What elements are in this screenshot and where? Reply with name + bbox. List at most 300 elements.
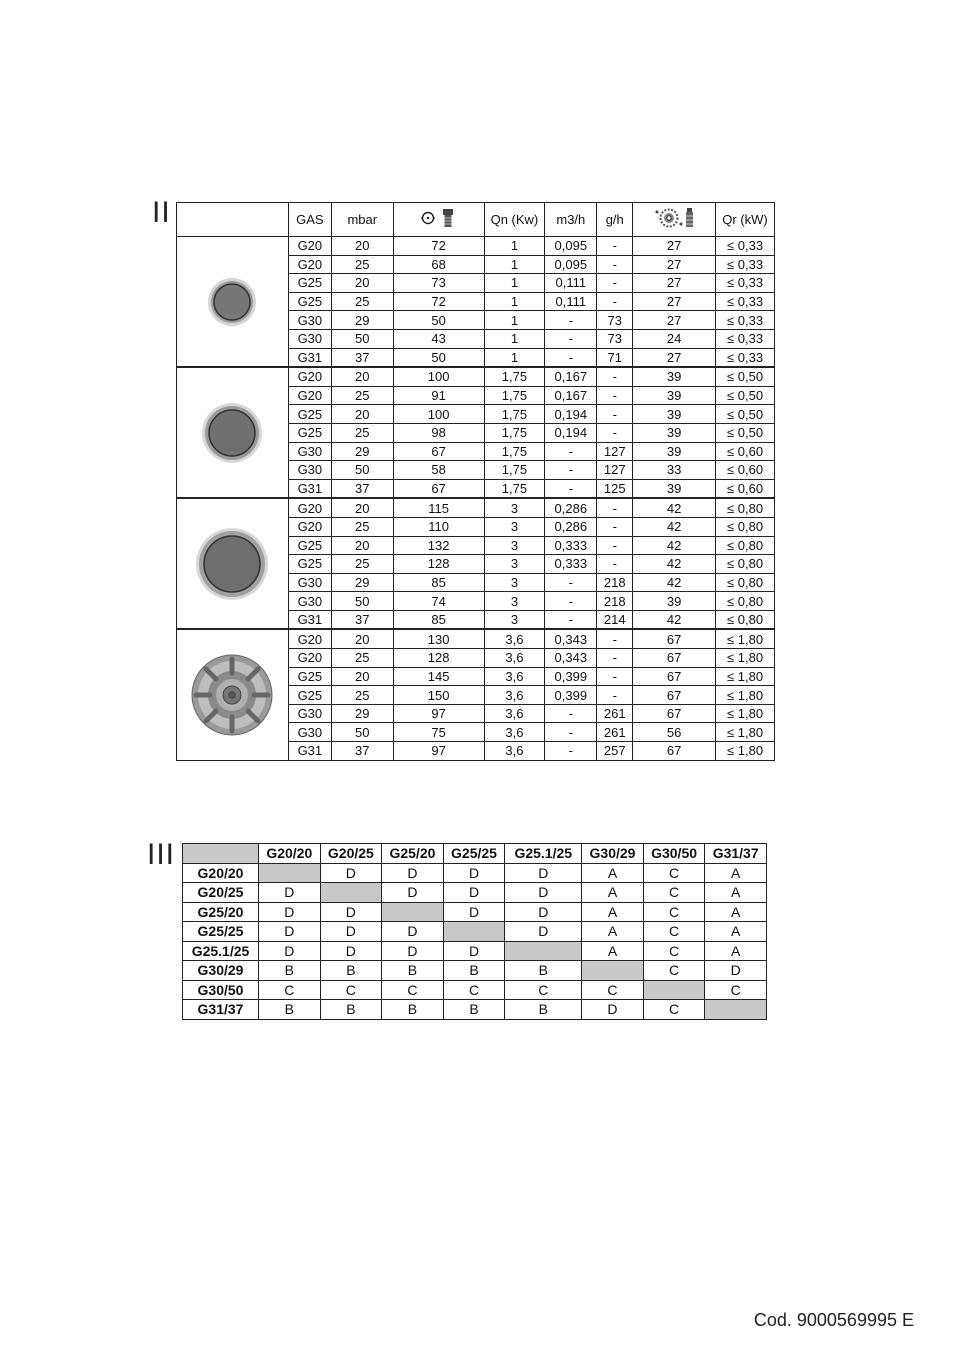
- conversion-cell: B: [505, 1000, 582, 1020]
- cell-qn: 1,75: [484, 461, 545, 480]
- cell-bypass: 27: [633, 348, 716, 367]
- cell-qr: ≤ 1,80: [716, 629, 775, 648]
- cell-injector: 68: [393, 255, 484, 274]
- cell-bypass: 39: [633, 423, 716, 442]
- burner-image-cell: [177, 498, 289, 629]
- cell-qn: 1,75: [484, 405, 545, 424]
- conversion-body: [183, 863, 767, 1019]
- cell-mbar: 25: [331, 292, 393, 311]
- cell-bypass: 39: [633, 479, 716, 498]
- cell-gas: G30: [288, 573, 331, 592]
- cell-gh: 73: [597, 311, 633, 330]
- cell-bypass: 39: [633, 367, 716, 386]
- cell-mbar: 25: [331, 386, 393, 405]
- cell-qr: ≤ 0,80: [716, 517, 775, 536]
- conversion-cell: C: [443, 980, 505, 1000]
- table-row: [183, 980, 767, 1000]
- corner-cell: [183, 844, 259, 864]
- conversion-cell: B: [505, 961, 582, 981]
- conversion-cell: C: [643, 961, 705, 981]
- cell-m3h: 0,095: [545, 255, 597, 274]
- cell-injector: 85: [393, 573, 484, 592]
- cell-qr: ≤ 0,60: [716, 442, 775, 461]
- cell-m3h: 0,343: [545, 629, 597, 648]
- cell-gas: G20: [288, 255, 331, 274]
- cell-m3h: -: [545, 723, 597, 742]
- conversion-cell: C: [643, 941, 705, 961]
- cell-bypass: 39: [633, 592, 716, 611]
- conversion-cell: B: [320, 961, 382, 981]
- conversion-cell: D: [382, 941, 444, 961]
- cell-bypass: 67: [633, 629, 716, 648]
- cell-qn: 1,75: [484, 386, 545, 405]
- cell-gh: 125: [597, 479, 633, 498]
- cell-gas: G20: [288, 367, 331, 386]
- cell-gas: G30: [288, 723, 331, 742]
- cell-bypass: 24: [633, 329, 716, 348]
- cell-mbar: 50: [331, 723, 393, 742]
- conversion-cell: A: [705, 922, 767, 942]
- cell-injector: 100: [393, 367, 484, 386]
- cell-gh: 71: [597, 348, 633, 367]
- cell-m3h: 0,286: [545, 498, 597, 517]
- cell-qr: ≤ 1,80: [716, 742, 775, 761]
- cell-qr: ≤ 0,80: [716, 555, 775, 574]
- cell-mbar: 20: [331, 367, 393, 386]
- cell-injector: 75: [393, 723, 484, 742]
- bypass-screw-icon: [651, 206, 697, 230]
- cell-bypass: 42: [633, 498, 716, 517]
- section-ii-label: II: [152, 196, 171, 229]
- cell-mbar: 20: [331, 667, 393, 686]
- cell-mbar: 29: [331, 311, 393, 330]
- large-burner-icon: [177, 526, 288, 602]
- conversion-cell: A: [705, 941, 767, 961]
- cell-qn: 3: [484, 592, 545, 611]
- cell-bypass: 27: [633, 237, 716, 256]
- conversion-cell: B: [443, 1000, 505, 1020]
- row-header: G25/20: [183, 902, 259, 922]
- burner-specs-table: [176, 202, 775, 761]
- conversion-cell: D: [505, 863, 582, 883]
- cell-qn: 1,75: [484, 442, 545, 461]
- cell-bypass: 33: [633, 461, 716, 480]
- small-burner-icon: [177, 276, 288, 328]
- cell-gh: -: [597, 498, 633, 517]
- cell-m3h: -: [545, 442, 597, 461]
- conversion-cell: D: [320, 902, 382, 922]
- cell-gas: G25: [288, 555, 331, 574]
- column-header: G30/29: [582, 844, 644, 864]
- row-header: G31/37: [183, 1000, 259, 1020]
- cell-gas: G31: [288, 479, 331, 498]
- cell-qn: 1: [484, 329, 545, 348]
- cell-bypass: 56: [633, 723, 716, 742]
- conversion-cell: C: [505, 980, 582, 1000]
- cell-qn: 1: [484, 274, 545, 293]
- cell-qn: 1: [484, 348, 545, 367]
- conversion-cell: D: [443, 883, 505, 903]
- cell-qr: ≤ 0,80: [716, 592, 775, 611]
- cell-mbar: 20: [331, 629, 393, 648]
- conversion-cell: [505, 941, 582, 961]
- cell-gh: -: [597, 667, 633, 686]
- cell-qn: 1,75: [484, 423, 545, 442]
- header-gh: g/h: [597, 203, 633, 237]
- cell-qr: ≤ 0,33: [716, 311, 775, 330]
- cell-qn: 3: [484, 517, 545, 536]
- cell-qr: ≤ 0,80: [716, 498, 775, 517]
- header-qr: Qr (kW): [716, 203, 775, 237]
- cell-gas: G30: [288, 704, 331, 723]
- table-row: [177, 367, 775, 386]
- cell-mbar: 29: [331, 704, 393, 723]
- row-header: G30/29: [183, 961, 259, 981]
- table-row: [183, 922, 767, 942]
- cell-gh: -: [597, 237, 633, 256]
- conversion-cell: D: [320, 863, 382, 883]
- cell-qr: ≤ 0,33: [716, 329, 775, 348]
- cell-gas: G25: [288, 667, 331, 686]
- conversion-cell: A: [582, 941, 644, 961]
- cell-m3h: 0,111: [545, 292, 597, 311]
- cell-m3h: -: [545, 348, 597, 367]
- cell-mbar: 29: [331, 573, 393, 592]
- cell-m3h: -: [545, 329, 597, 348]
- cell-injector: 97: [393, 704, 484, 723]
- cell-injector: 150: [393, 686, 484, 705]
- cell-bypass: 39: [633, 405, 716, 424]
- row-header: G20/20: [183, 863, 259, 883]
- column-header: G30/50: [643, 844, 705, 864]
- cell-injector: 130: [393, 629, 484, 648]
- cell-injector: 72: [393, 292, 484, 311]
- cell-qn: 1,75: [484, 479, 545, 498]
- conversion-cell: D: [259, 902, 321, 922]
- cell-qn: 3,6: [484, 742, 545, 761]
- cell-m3h: 0,399: [545, 667, 597, 686]
- conversion-cell: [705, 1000, 767, 1020]
- column-header: G25/25: [443, 844, 505, 864]
- cell-injector: 145: [393, 667, 484, 686]
- cell-mbar: 25: [331, 555, 393, 574]
- cell-gh: -: [597, 517, 633, 536]
- cell-qn: 3: [484, 573, 545, 592]
- conversion-cell: [320, 883, 382, 903]
- cell-gas: G31: [288, 348, 331, 367]
- conversion-cell: A: [705, 883, 767, 903]
- conversion-cell: D: [259, 922, 321, 942]
- conversion-cell: A: [582, 883, 644, 903]
- row-header: G30/50: [183, 980, 259, 1000]
- table-row: [183, 902, 767, 922]
- cell-qn: 1: [484, 292, 545, 311]
- cell-bypass: 27: [633, 292, 716, 311]
- cell-mbar: 50: [331, 592, 393, 611]
- cell-gh: -: [597, 649, 633, 668]
- cell-injector: 50: [393, 311, 484, 330]
- cell-bypass: 42: [633, 536, 716, 555]
- cell-m3h: -: [545, 461, 597, 480]
- cell-gh: 218: [597, 573, 633, 592]
- conversion-cell: D: [443, 863, 505, 883]
- header-injector: [393, 203, 484, 237]
- conversion-cell: C: [259, 980, 321, 1000]
- cell-injector: 110: [393, 517, 484, 536]
- conversion-cell: D: [505, 922, 582, 942]
- cell-mbar: 25: [331, 686, 393, 705]
- conversion-cell: [259, 863, 321, 883]
- cell-mbar: 20: [331, 536, 393, 555]
- cell-mbar: 20: [331, 237, 393, 256]
- conversion-cell: B: [382, 1000, 444, 1020]
- row-header: G25.1/25: [183, 941, 259, 961]
- cell-mbar: 25: [331, 649, 393, 668]
- cell-bypass: 42: [633, 573, 716, 592]
- cell-injector: 67: [393, 442, 484, 461]
- cell-mbar: 50: [331, 329, 393, 348]
- conversion-cell: C: [705, 980, 767, 1000]
- cell-qn: 3: [484, 610, 545, 629]
- cell-qr: ≤ 0,33: [716, 292, 775, 311]
- cell-gh: 257: [597, 742, 633, 761]
- cell-qn: 3,6: [484, 686, 545, 705]
- cell-m3h: 0,333: [545, 536, 597, 555]
- cell-bypass: 42: [633, 555, 716, 574]
- cell-injector: 98: [393, 423, 484, 442]
- conversion-cell: [382, 902, 444, 922]
- table-row: [183, 883, 767, 903]
- cell-gh: -: [597, 423, 633, 442]
- cell-gh: -: [597, 255, 633, 274]
- cell-mbar: 37: [331, 610, 393, 629]
- cell-gas: G20: [288, 629, 331, 648]
- conversion-cell: C: [643, 922, 705, 942]
- cell-gas: G30: [288, 461, 331, 480]
- cell-injector: 43: [393, 329, 484, 348]
- cell-m3h: 0,343: [545, 649, 597, 668]
- cell-m3h: -: [545, 742, 597, 761]
- cell-gas: G25: [288, 292, 331, 311]
- injector-icon: [418, 207, 460, 229]
- cell-injector: 132: [393, 536, 484, 555]
- cell-gas: G20: [288, 649, 331, 668]
- cell-qr: ≤ 0,50: [716, 423, 775, 442]
- cell-bypass: 27: [633, 255, 716, 274]
- cell-m3h: -: [545, 610, 597, 629]
- cell-gh: -: [597, 367, 633, 386]
- burner-header-cell: [177, 203, 289, 237]
- burner-specs-body: [177, 237, 775, 761]
- conversion-cell: C: [582, 980, 644, 1000]
- cell-bypass: 27: [633, 311, 716, 330]
- conversion-cell: [582, 961, 644, 981]
- cell-qr: ≤ 0,80: [716, 610, 775, 629]
- cell-bypass: 42: [633, 517, 716, 536]
- cell-qr: ≤ 0,50: [716, 386, 775, 405]
- cell-mbar: 25: [331, 255, 393, 274]
- conversion-cell: B: [443, 961, 505, 981]
- cell-mbar: 25: [331, 423, 393, 442]
- cell-qn: 1,75: [484, 367, 545, 386]
- cell-injector: 85: [393, 610, 484, 629]
- column-header: G20/20: [259, 844, 321, 864]
- cell-qn: 3,6: [484, 704, 545, 723]
- conversion-cell: D: [505, 883, 582, 903]
- conversion-cell: D: [582, 1000, 644, 1020]
- header-m3h: m3/h: [545, 203, 597, 237]
- cell-qr: ≤ 0,50: [716, 405, 775, 424]
- cell-gas: G30: [288, 329, 331, 348]
- cell-qn: 3,6: [484, 723, 545, 742]
- cell-gas: G25: [288, 686, 331, 705]
- cell-qn: 3: [484, 555, 545, 574]
- cell-qr: ≤ 0,33: [716, 255, 775, 274]
- cell-gh: -: [597, 555, 633, 574]
- conversion-cell: D: [443, 902, 505, 922]
- conversion-cell: A: [705, 863, 767, 883]
- medium-burner-icon: [177, 401, 288, 465]
- conversion-cell: B: [320, 1000, 382, 1020]
- cell-m3h: 0,111: [545, 274, 597, 293]
- table-header-row: [177, 203, 775, 237]
- cell-gas: G25: [288, 423, 331, 442]
- cell-qn: 3,6: [484, 667, 545, 686]
- header-gas: GAS: [288, 203, 331, 237]
- column-header: G31/37: [705, 844, 767, 864]
- cell-gas: G30: [288, 311, 331, 330]
- cell-qr: ≤ 1,80: [716, 649, 775, 668]
- cell-bypass: 27: [633, 274, 716, 293]
- cell-gas: G30: [288, 442, 331, 461]
- table-row: [177, 237, 775, 256]
- cell-mbar: 20: [331, 405, 393, 424]
- cell-qr: ≤ 0,50: [716, 367, 775, 386]
- cell-bypass: 67: [633, 742, 716, 761]
- cell-gas: G31: [288, 742, 331, 761]
- cell-gh: 214: [597, 610, 633, 629]
- cell-qn: 3,6: [484, 629, 545, 648]
- cell-mbar: 37: [331, 479, 393, 498]
- cell-qr: ≤ 0,80: [716, 573, 775, 592]
- cell-m3h: 0,399: [545, 686, 597, 705]
- table-row: [177, 498, 775, 517]
- conversion-cell: C: [643, 902, 705, 922]
- cell-injector: 91: [393, 386, 484, 405]
- cell-mbar: 25: [331, 517, 393, 536]
- cell-gh: -: [597, 629, 633, 648]
- cell-m3h: 0,095: [545, 237, 597, 256]
- cell-injector: 100: [393, 405, 484, 424]
- cell-injector: 97: [393, 742, 484, 761]
- cell-mbar: 29: [331, 442, 393, 461]
- conversion-cell: A: [582, 863, 644, 883]
- cell-gh: 261: [597, 723, 633, 742]
- cell-mbar: 37: [331, 348, 393, 367]
- cell-mbar: 20: [331, 498, 393, 517]
- cell-qr: ≤ 0,33: [716, 348, 775, 367]
- cell-mbar: 37: [331, 742, 393, 761]
- cell-gas: G25: [288, 274, 331, 293]
- cell-gh: 73: [597, 329, 633, 348]
- conversion-cell: [443, 922, 505, 942]
- cell-mbar: 50: [331, 461, 393, 480]
- wok-burner-icon: [177, 653, 288, 737]
- cell-m3h: -: [545, 592, 597, 611]
- cell-gh: 127: [597, 461, 633, 480]
- burner-image-cell: [177, 237, 289, 368]
- conversion-cell: D: [705, 961, 767, 981]
- cell-m3h: 0,194: [545, 423, 597, 442]
- conversion-cell: B: [382, 961, 444, 981]
- table-row: [183, 941, 767, 961]
- conversion-cell: A: [705, 902, 767, 922]
- conversion-cell: D: [382, 863, 444, 883]
- cell-m3h: 0,333: [545, 555, 597, 574]
- cell-injector: 72: [393, 237, 484, 256]
- cell-qn: 3: [484, 498, 545, 517]
- table-row: [183, 863, 767, 883]
- conversion-cell: C: [643, 1000, 705, 1020]
- conversion-cell: D: [320, 941, 382, 961]
- table-row: [183, 961, 767, 981]
- conversion-cell: C: [643, 863, 705, 883]
- conversion-cell: C: [382, 980, 444, 1000]
- cell-m3h: 0,194: [545, 405, 597, 424]
- cell-gas: G31: [288, 610, 331, 629]
- cell-qn: 3,6: [484, 649, 545, 668]
- conversion-cell: D: [320, 922, 382, 942]
- cell-gas: G20: [288, 498, 331, 517]
- conversion-cell: D: [443, 941, 505, 961]
- cell-gas: G20: [288, 386, 331, 405]
- cell-gh: 127: [597, 442, 633, 461]
- cell-gh: -: [597, 405, 633, 424]
- cell-gh: -: [597, 292, 633, 311]
- conversion-cell: A: [582, 902, 644, 922]
- cell-m3h: 0,167: [545, 367, 597, 386]
- conversion-cell: D: [259, 883, 321, 903]
- cell-mbar: 20: [331, 274, 393, 293]
- cell-gh: -: [597, 536, 633, 555]
- cell-m3h: -: [545, 573, 597, 592]
- conversion-cell: D: [505, 902, 582, 922]
- cell-injector: 67: [393, 479, 484, 498]
- cell-qr: ≤ 1,80: [716, 723, 775, 742]
- cell-bypass: 67: [633, 649, 716, 668]
- conversion-cell: B: [259, 961, 321, 981]
- conversion-cell: D: [259, 941, 321, 961]
- header-mbar: mbar: [331, 203, 393, 237]
- cell-injector: 50: [393, 348, 484, 367]
- column-header: G25/20: [382, 844, 444, 864]
- cell-bypass: 67: [633, 686, 716, 705]
- cell-qr: ≤ 1,80: [716, 704, 775, 723]
- cell-qn: 1: [484, 311, 545, 330]
- cell-injector: 115: [393, 498, 484, 517]
- table-row: [177, 629, 775, 648]
- cell-qr: ≤ 0,33: [716, 274, 775, 293]
- document-code: Cod. 9000569995 E: [753, 1310, 914, 1330]
- cell-injector: 128: [393, 555, 484, 574]
- cell-gh: 218: [597, 592, 633, 611]
- conversion-cell: A: [582, 922, 644, 942]
- burner-image-cell: [177, 367, 289, 498]
- cell-bypass: 67: [633, 667, 716, 686]
- header-qn: Qn (Kw): [484, 203, 545, 237]
- table-row: [183, 1000, 767, 1020]
- cell-m3h: 0,286: [545, 517, 597, 536]
